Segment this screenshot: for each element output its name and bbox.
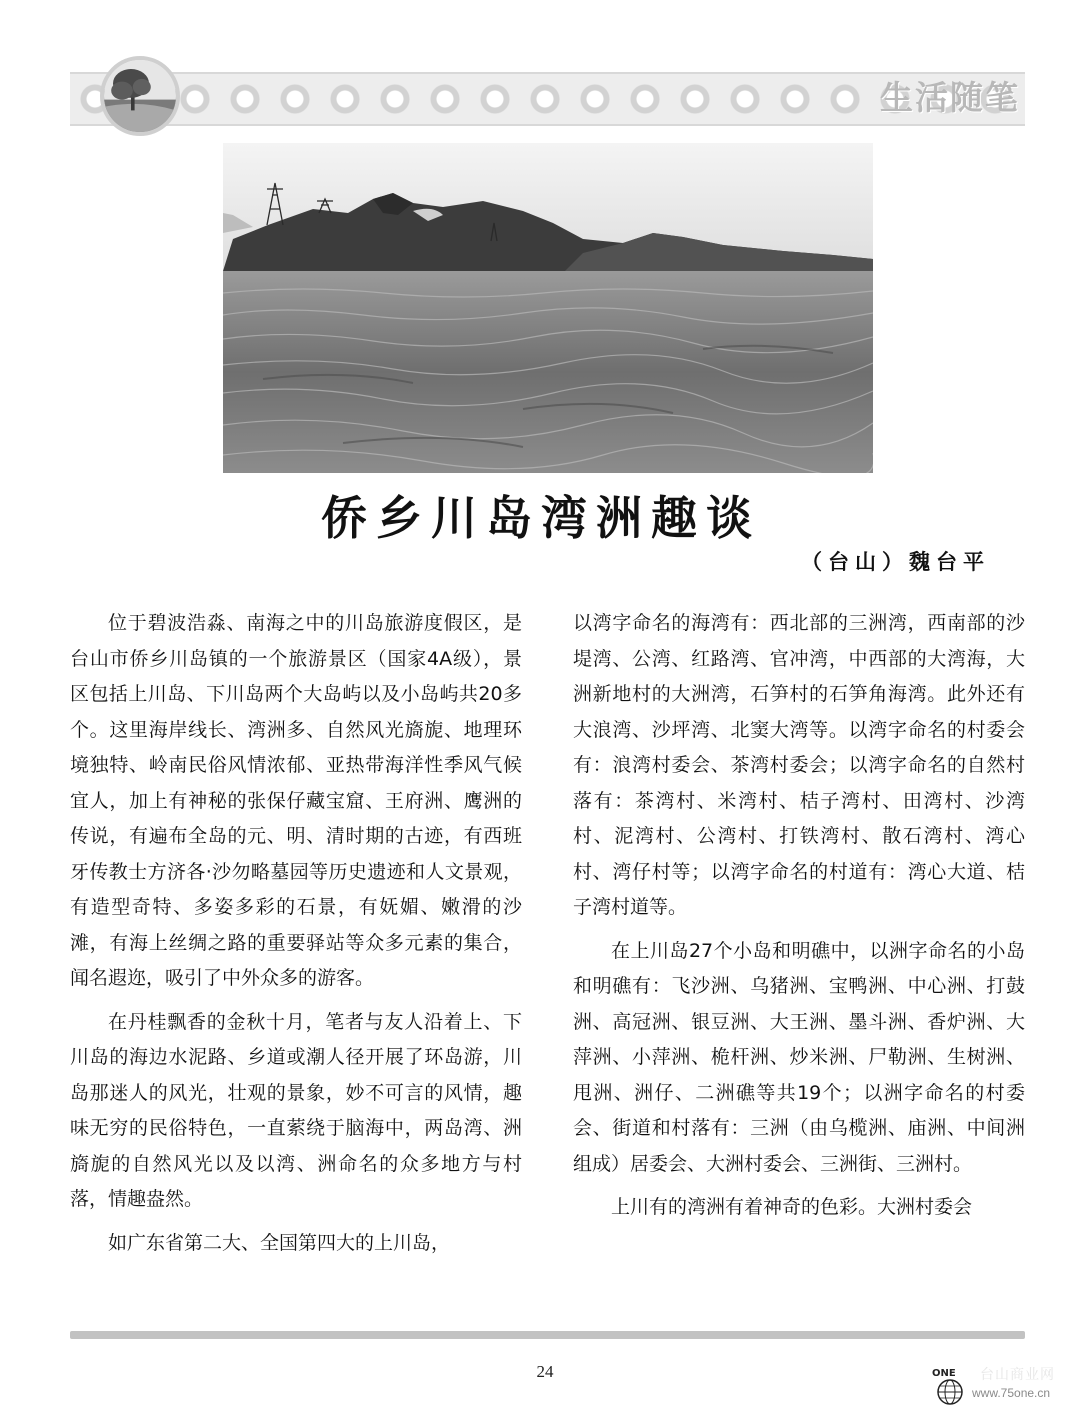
island-sea-photo [223, 143, 873, 473]
paragraph: 如广东省第二大、全国第四大的上川岛， [108, 1231, 451, 1254]
section-label: 生活随笔 [880, 78, 1020, 117]
article-title: 侨乡川岛湾洲趣谈 [321, 491, 761, 545]
article-column-left [70, 606, 522, 1261]
paragraph: 以湾字命名的海湾有：西北部的三洲湾，西南部的沙堤湾、公湾、红路湾、官冲湾，中西部的大湾海，大洲新地村的大洲湾，石笋村的石笋角海湾。此外还有大浪湾、沙坪湾、北窦大湾等。以湾字命名的村委会有：浪湾村委会、茶湾村委会；以湾字命名的自然村落有：茶湾村、米湾村、桔子湾村、田湾村、沙湾村、泥湾村、公湾村、打铁湾村、散石湾村、湾心村、湾仔村等；以湾字命名的村道有：湾心大道、桔子湾村道等。 [573, 612, 1025, 918]
tree-icon [104, 60, 176, 132]
paragraph: 在丹桂飘香的金秋十月，笔者与友人沿着上、下川岛的海边水泥路、乡道或潮人径开展了环岛游，川岛那迷人的风光，壮观的景象，妙不可言的风情，趣味无穷的民俗特色，一直萦绕于脑海中，两岛湾、洲旖旎的自然风光以及以湾、洲命名的众多地方与村落，情趣盎然。 [70, 1010, 522, 1210]
article-byline: （台山）魏台平 [801, 550, 990, 574]
globe-logo-icon [928, 1366, 972, 1406]
footer-rule [70, 1331, 1025, 1339]
paragraph: 位于碧波浩淼、南海之中的川岛旅游度假区，是台山市侨乡川岛镇的一个旅游景区（国家4A级），景区包括上川岛、下川岛两个大岛屿以及小岛屿共20多个。这里海岸线长、湾洲多、自然风光旖旎、地理环境独特、岭南民俗风情浓郁、亚热带海洋性季风气候宜人，加上有神秘的张保仔藏宝窟、王府洲、鹰洲的传说，有遍布全岛的元、明、清时期的古迹，有西班牙传教士方济各·沙勿略墓园等历史遗迹和人文景观，有造型奇特、多姿多彩的石景，有妩媚、嫩滑的沙滩，有海上丝绸之路的重要驿站等众多元素的集合，闻名遐迩，吸引了中外众多的游客。 [70, 612, 522, 989]
watermark-logo-text: ONE [932, 1368, 956, 1379]
article-column-right [573, 606, 1025, 1226]
watermark-name: 台山商业网 [980, 1367, 1055, 1383]
watermark-url: www.75one.cn [972, 1386, 1051, 1400]
paragraph: 上川有的湾洲有着神奇的色彩。大洲村委会 [611, 1196, 973, 1218]
paragraph: 在上川岛27个小岛和明礁中，以洲字命名的小岛和明礁有：飞沙洲、乌猪洲、宝鸭洲、中心洲、打鼓洲、高冠洲、银豆洲、大王洲、墨斗洲、香炉洲、大萍洲、小萍洲、桅杆洲、炒米洲、尸勒洲、生树洲、甩洲、洲仔、二洲礁等共19个；以洲字命名的村委会、街道和村落有：三洲（由乌榄洲、庙洲、中间洲组成）居委会、大洲村委会、三洲街、三洲村。 [573, 939, 1025, 1175]
header-badge-image [100, 56, 180, 136]
page-number: 24 [536, 1362, 554, 1381]
